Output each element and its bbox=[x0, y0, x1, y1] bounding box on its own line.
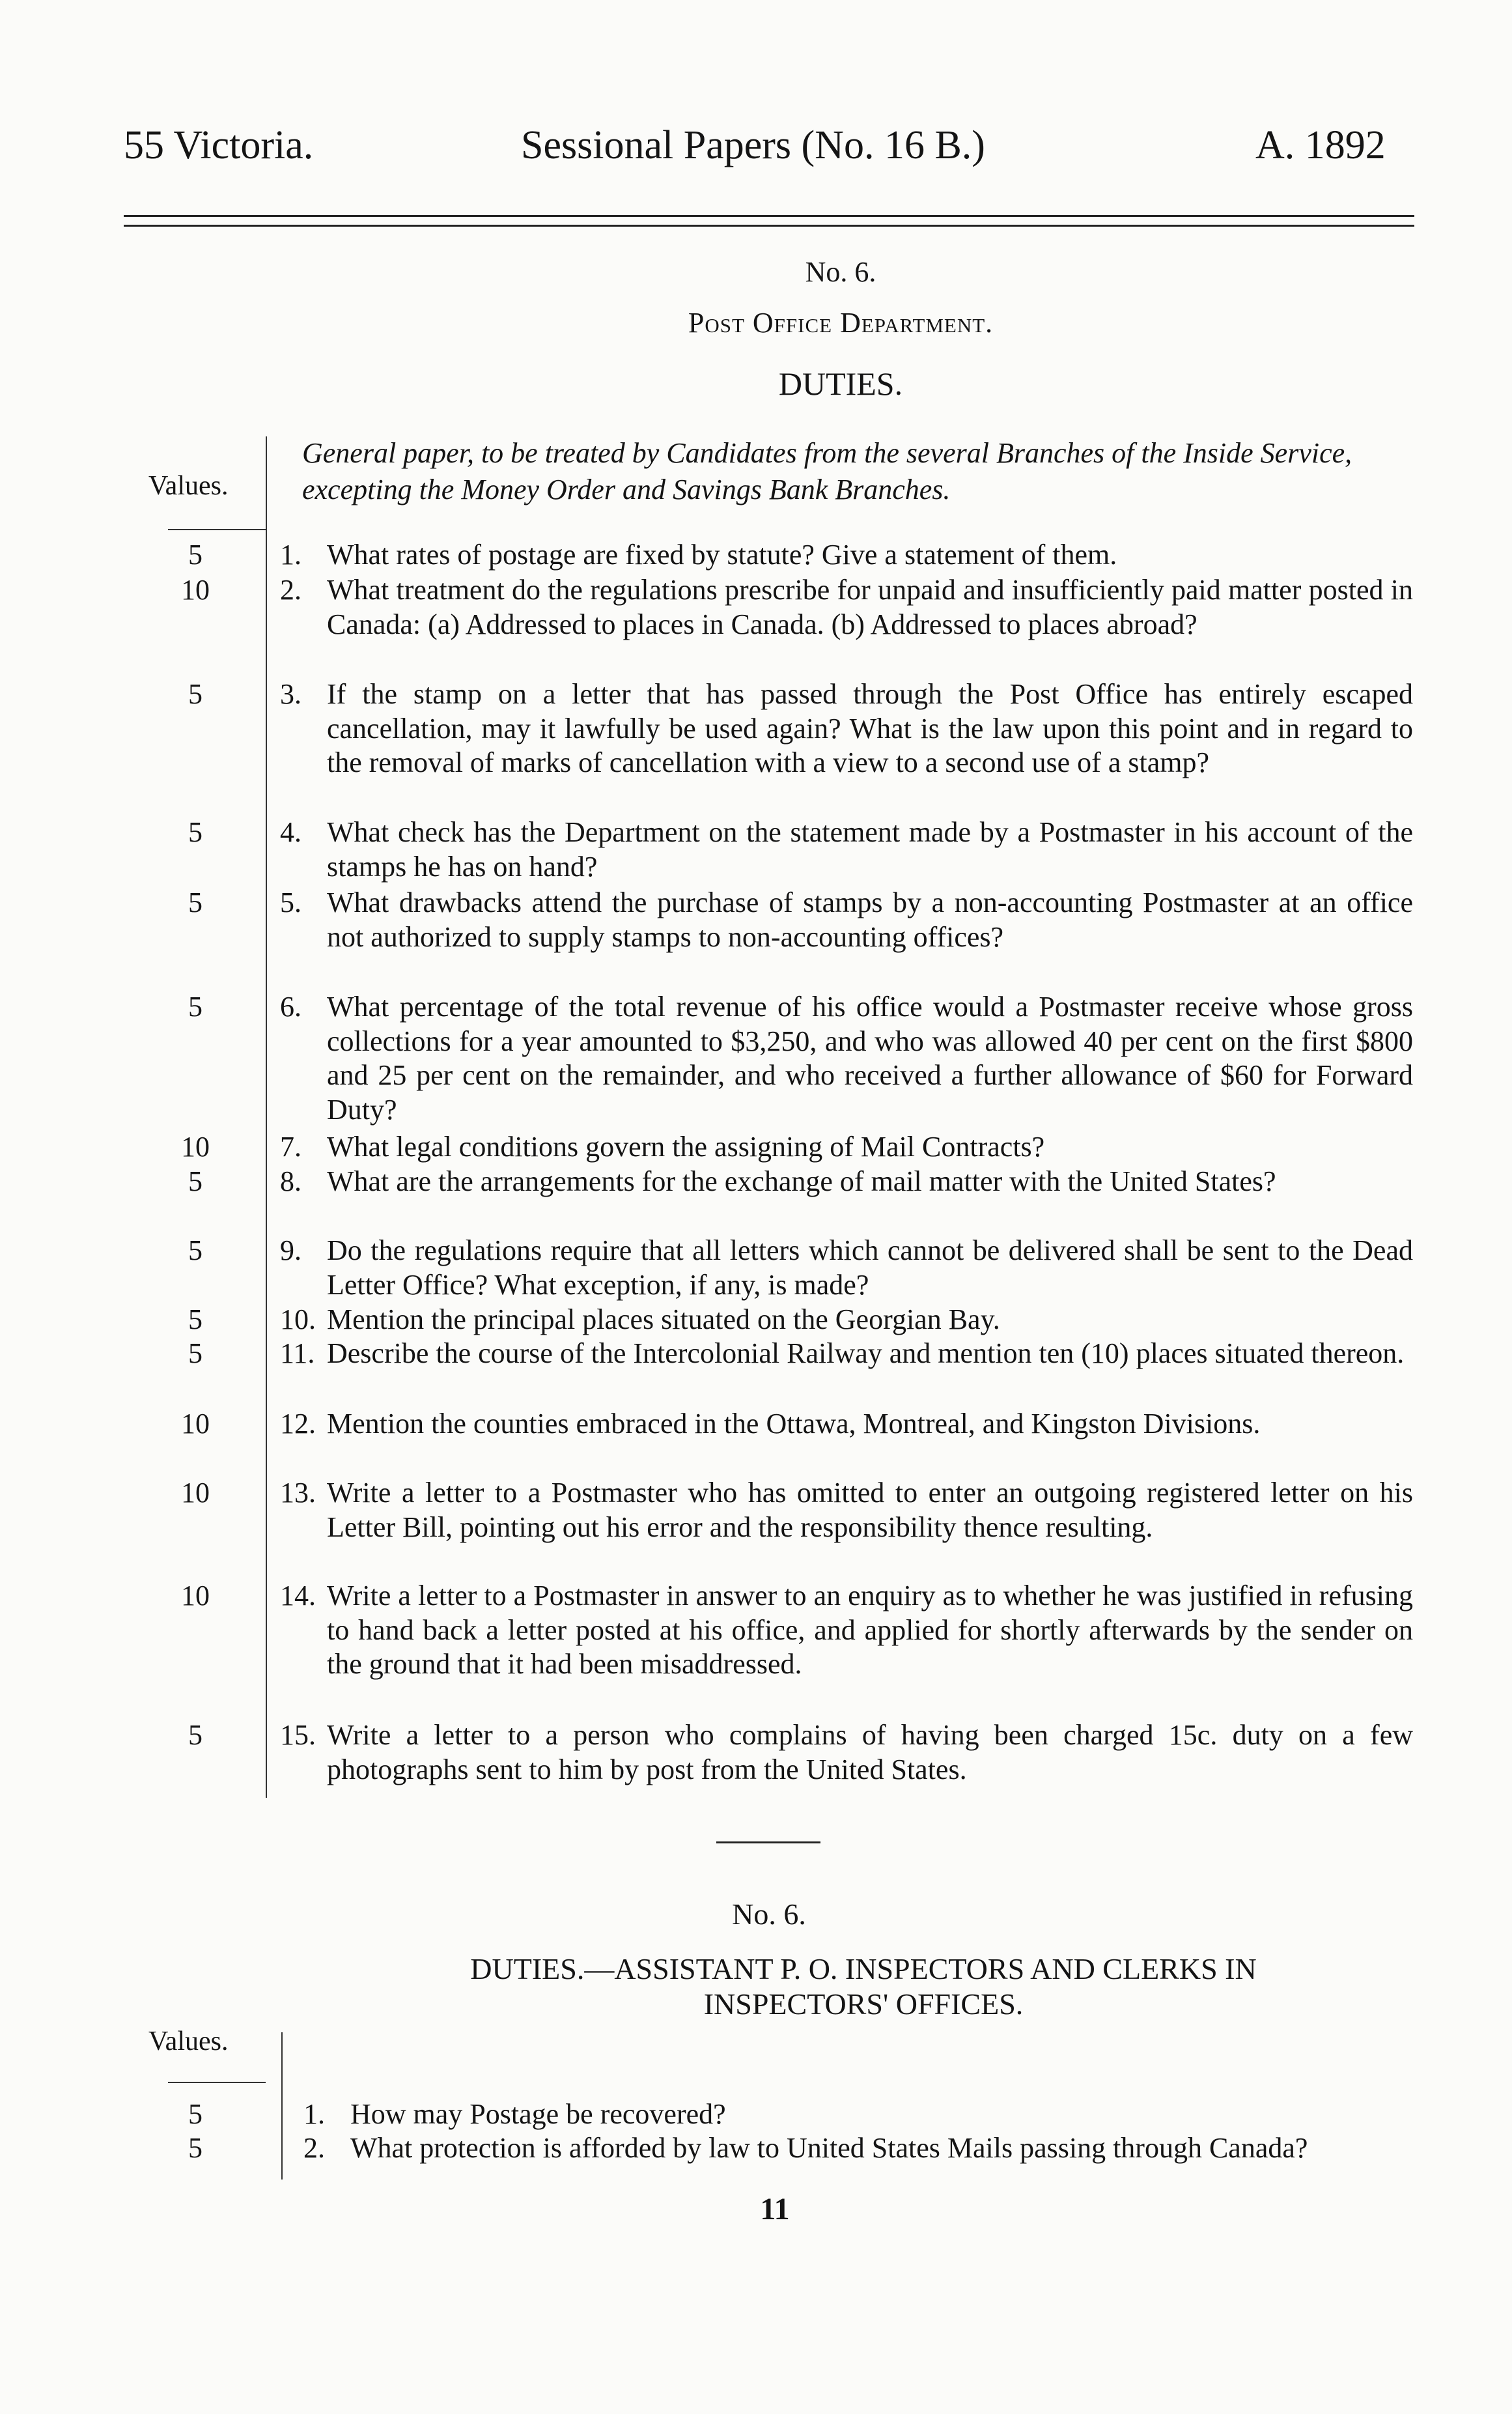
question-number: 8. bbox=[280, 1165, 301, 1197]
question-value: 5 bbox=[188, 1719, 203, 1751]
question-value: 5 bbox=[188, 1234, 203, 1266]
question-text: Do the regulations require that all letters which cannot be delivered shall be sent to the Dead Letter Office? What exception, if any, is made? bbox=[327, 1234, 1413, 1301]
section1-intro: General paper, to be treated by Candidates from the several Branches of the Inside Service, excepting the Money Order and Savings Bank Branches. bbox=[302, 437, 1352, 505]
question-item bbox=[280, 990, 1413, 1127]
question-value: 5 bbox=[188, 816, 203, 848]
question-value: 5 bbox=[188, 678, 203, 710]
question-text: Describe the course of the Intercolonial Railway and mention ten (10) places situated thereon. bbox=[327, 1337, 1405, 1369]
question-text: Write a letter to a person who complains of having been charged 15c. duty on a few photographs sent to him by post from the United States. bbox=[327, 1719, 1413, 1785]
question-value: 5 bbox=[188, 539, 203, 571]
question-text: How may Postage be recovered? bbox=[350, 2098, 726, 2130]
question-number: 15. bbox=[280, 1719, 316, 1751]
section1-column-divider bbox=[266, 436, 267, 1798]
question-value: 10 bbox=[181, 574, 210, 606]
header-left: 55 Victoria. bbox=[124, 123, 314, 167]
section-separator bbox=[716, 1841, 820, 1843]
question-number: 4. bbox=[280, 816, 301, 848]
question-item bbox=[280, 1303, 1413, 1337]
question-item bbox=[303, 2097, 1417, 2132]
question-number: 2. bbox=[280, 574, 301, 606]
question-text: What drawbacks attend the purchase of stamps by a non-accounting Postmaster at an office not authorized to supply stamps to non-accounting offices? bbox=[327, 887, 1413, 953]
question-number: 12. bbox=[280, 1408, 316, 1440]
section1-number: No. 6. bbox=[805, 256, 876, 288]
question-value: 5 bbox=[188, 991, 203, 1023]
question-text: What percentage of the total revenue of his office would a Postmaster receive whose gross collections for a year amounted to $3,250, and who was allowed 40 per cent on the first $800 and 25 per cent on the remainder, and who received a further allowance of $60 for Forward Duty? bbox=[327, 991, 1413, 1126]
question-text: Mention the counties embraced in the Ottawa, Montreal, and Kingston Divisions. bbox=[327, 1408, 1261, 1440]
question-value: 5 bbox=[188, 2098, 203, 2130]
question-item bbox=[280, 1718, 1413, 1787]
question-item bbox=[280, 1579, 1413, 1682]
question-number: 1. bbox=[280, 539, 301, 571]
header-right: A. 1892 bbox=[1255, 123, 1386, 167]
question-number: 9. bbox=[280, 1234, 301, 1266]
question-text: Write a letter to a Postmaster who has omitted to enter an outgoing registered letter on his Letter Bill, pointing out his error and the responsibility thence resulting. bbox=[327, 1477, 1413, 1543]
question-text: What rates of postage are fixed by statute? Give a statement of them. bbox=[327, 539, 1117, 571]
section1-department: Post Office Department. bbox=[688, 307, 994, 339]
question-value: 5 bbox=[188, 2132, 203, 2164]
question-text: Write a letter to a Postmaster in answer to an enquiry as to whether he was justified in refusing to hand back a letter posted at his office, and applied for shortly afterwards by the sender on the ground that it had been misaddressed. bbox=[327, 1580, 1413, 1680]
question-text: What check has the Department on the statement made by a Postmaster in his account of the stamps he has on hand? bbox=[327, 816, 1413, 883]
question-number: 14. bbox=[280, 1580, 316, 1612]
question-text: What protection is afforded by law to United States Mails passing through Canada? bbox=[350, 2132, 1308, 2164]
question-text: Mention the principal places situated on the Georgian Bay. bbox=[327, 1303, 1000, 1335]
section2-title-line1: DUTIES.—ASSISTANT P. O. INSPECTORS AND CLERKS IN bbox=[470, 1952, 1257, 1985]
question-item bbox=[303, 2131, 1417, 2166]
question-value: 5 bbox=[188, 887, 203, 918]
question-item bbox=[280, 1476, 1413, 1544]
question-value: 10 bbox=[181, 1477, 210, 1509]
question-text: What legal conditions govern the assigning of Mail Contracts? bbox=[327, 1131, 1045, 1163]
question-value: 5 bbox=[188, 1165, 203, 1197]
question-number: 5. bbox=[280, 887, 301, 918]
question-item bbox=[280, 1165, 1413, 1199]
header-rule-top bbox=[124, 215, 1414, 217]
question-number: 1. bbox=[303, 2098, 325, 2130]
question-text: What are the arrangements for the exchange of mail matter with the United States? bbox=[327, 1165, 1276, 1197]
question-number: 7. bbox=[280, 1131, 301, 1163]
question-item bbox=[280, 816, 1413, 884]
question-value: 10 bbox=[181, 1408, 210, 1440]
question-item bbox=[280, 538, 1413, 573]
question-item bbox=[280, 1337, 1413, 1371]
question-text: What treatment do the regulations prescribe for unpaid and insufficiently paid matter posted in Canada: (a) Addressed to places in Canada. (b) Addressed to places abroad? bbox=[327, 574, 1413, 640]
question-item bbox=[280, 677, 1413, 780]
section1-values-label: Values. bbox=[148, 471, 229, 501]
question-item bbox=[280, 1130, 1413, 1165]
section2-column-divider bbox=[281, 2032, 283, 2180]
question-number: 3. bbox=[280, 678, 301, 710]
question-number: 2. bbox=[303, 2132, 325, 2164]
question-item bbox=[280, 573, 1413, 642]
header-center: Sessional Papers (No. 16 B.) bbox=[521, 123, 985, 167]
section1-values-rule bbox=[168, 529, 266, 530]
question-number: 10. bbox=[280, 1303, 316, 1335]
section2-values-rule bbox=[168, 2082, 266, 2083]
question-value: 5 bbox=[188, 1337, 203, 1369]
section1-title: DUTIES. bbox=[778, 365, 903, 402]
header-rule-bottom bbox=[124, 225, 1414, 227]
page-number: 11 bbox=[760, 2192, 790, 2226]
question-value: 10 bbox=[181, 1580, 210, 1612]
section2-title-line2: INSPECTORS' OFFICES. bbox=[703, 1987, 1024, 2021]
question-number: 13. bbox=[280, 1477, 316, 1509]
question-number: 6. bbox=[280, 991, 301, 1023]
question-item bbox=[280, 1407, 1413, 1441]
question-text: If the stamp on a letter that has passed through the Post Office has entirely escaped cancellation, may it lawfully be used again? What is the law upon this point and in regard to the removal of marks of cancellation with a view to a second use of a stamp? bbox=[327, 678, 1413, 778]
section2-values-label: Values. bbox=[148, 2026, 229, 2056]
question-item bbox=[280, 886, 1413, 954]
section2-number: No. 6. bbox=[732, 1897, 806, 1931]
question-item bbox=[280, 1234, 1413, 1302]
question-value: 5 bbox=[188, 1303, 203, 1335]
question-number: 11. bbox=[280, 1337, 315, 1369]
question-value: 10 bbox=[181, 1131, 210, 1163]
